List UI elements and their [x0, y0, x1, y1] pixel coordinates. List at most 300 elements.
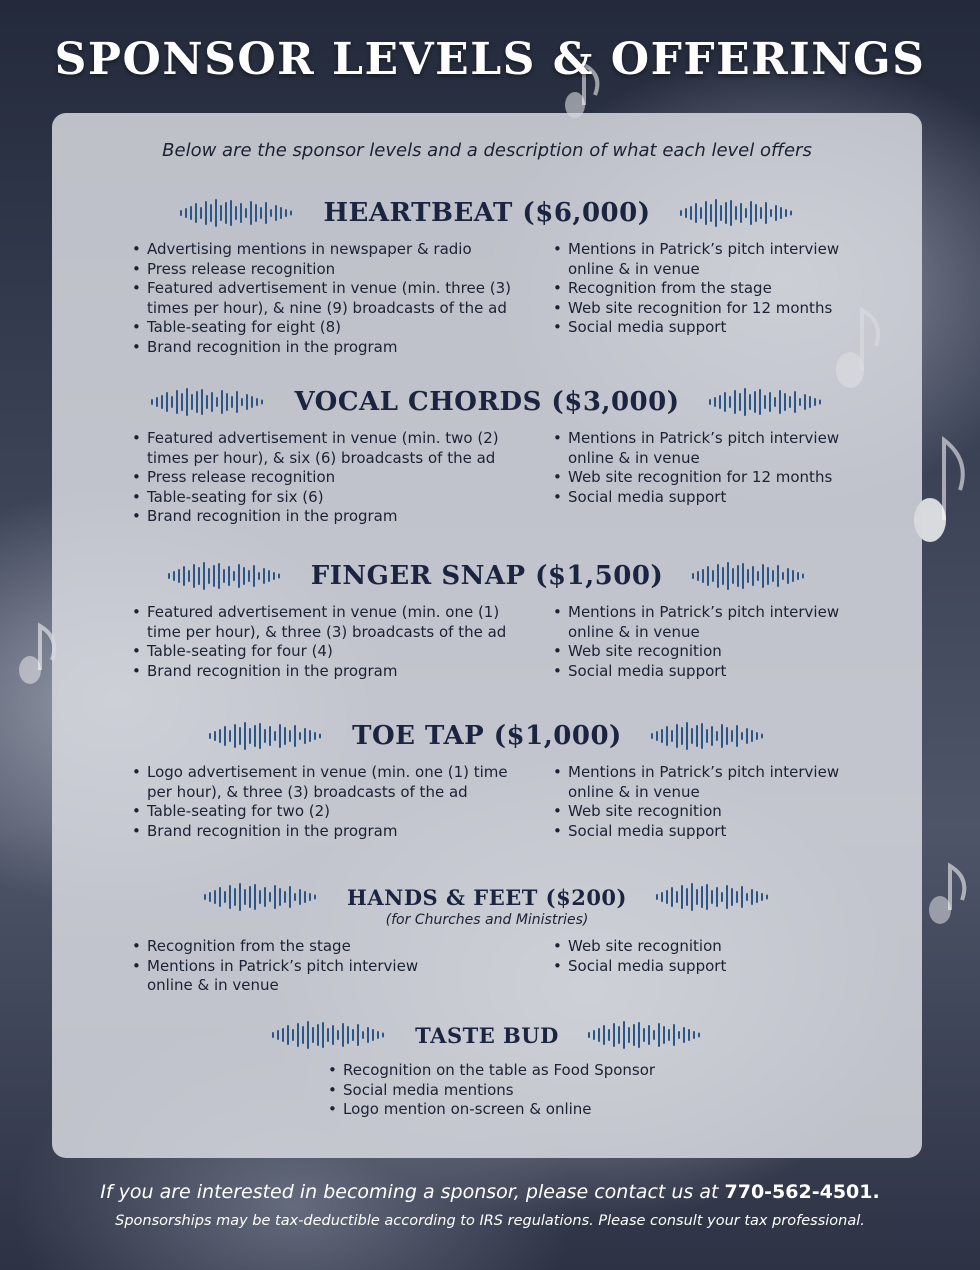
wave-bar: [272, 1032, 274, 1038]
vocal-chords-benefits-left: [132, 429, 512, 527]
wave-bar: [214, 731, 216, 741]
wave-bar: [210, 204, 212, 222]
wave-bar: [264, 887, 266, 907]
wave-bar: [292, 1029, 294, 1041]
wave-bar: [220, 205, 222, 221]
level-title-heartbeat: HEARTBEAT ($6,000): [323, 198, 651, 228]
list-item: • Featured advertisement in venue (min. three (3) times per hour), & nine (9) broadcasts of the ad: [132, 279, 512, 318]
wave-bar: [715, 199, 717, 227]
wave-bar: [613, 1023, 615, 1047]
wave-bar: [279, 724, 281, 748]
wave-bar: [219, 729, 221, 743]
wave-bar: [332, 1025, 334, 1045]
wave-bar: [250, 201, 252, 225]
wave-bar: [751, 889, 753, 905]
wave-bar: [204, 894, 206, 900]
wave-bar: [357, 1024, 359, 1046]
list-item: • Mentions in Patrick’s pitch interview online & in venue: [132, 957, 432, 996]
list-item: • Featured advertisement in venue (min. two (2) times per hour), & six (6) broadcasts of the ad: [132, 429, 512, 468]
wave-bar: [224, 891, 226, 903]
wave-bar: [259, 890, 261, 904]
wave-bar: [238, 564, 240, 588]
wave-bar: [676, 891, 678, 903]
level-title-hands-and-feet: HANDS & FEET ($200): [347, 884, 627, 910]
wave-bar: [780, 207, 782, 219]
wave-bar: [765, 202, 767, 224]
wave-bar: [260, 207, 262, 219]
wave-bar: [193, 564, 195, 588]
wave-bar: [698, 1033, 700, 1038]
wave-bar: [710, 204, 712, 222]
wave-bar: [666, 726, 668, 746]
wave-bar: [759, 389, 761, 415]
wave-bar: [774, 397, 776, 407]
wave-bar: [178, 569, 180, 583]
wave-bar: [756, 732, 758, 740]
wave-bar: [294, 725, 296, 747]
wave-bar: [248, 570, 250, 582]
wave-bar: [804, 394, 806, 410]
wave-bar: [690, 206, 692, 220]
wave-bar: [256, 398, 258, 406]
wave-bar: [757, 571, 759, 581]
wave-bar: [269, 892, 271, 902]
wave-bar: [208, 568, 210, 584]
level-title-vocal-chords: VOCAL CHORDS ($3,000): [294, 387, 680, 417]
wave-bar: [739, 393, 741, 411]
wave-bar: [216, 397, 218, 407]
wave-bar: [282, 1028, 284, 1042]
wave-bar: [234, 724, 236, 748]
wave-bar: [785, 209, 787, 217]
wave-bar: [198, 567, 200, 585]
contact-phone: 770-562-4501.: [724, 1181, 880, 1203]
wave-bar: [668, 1029, 670, 1041]
sponsor-levels-panel: [52, 113, 922, 1158]
wave-bar: [183, 566, 185, 586]
wave-bar: [278, 574, 280, 579]
wave-bar: [228, 566, 230, 586]
wave-bar: [261, 400, 263, 405]
wave-bar: [258, 572, 260, 580]
wave-bar: [695, 203, 697, 223]
wave-bar: [772, 570, 774, 582]
wave-bar: [156, 397, 158, 407]
wave-bar: [681, 727, 683, 745]
wave-bar: [716, 731, 718, 741]
wave-bar: [789, 396, 791, 408]
wave-bar: [658, 1023, 660, 1047]
wave-bar: [755, 204, 757, 222]
wave-bar: [206, 395, 208, 409]
sound-wave-icon: [653, 882, 773, 912]
wave-bar: [701, 723, 703, 749]
wave-bar: [297, 1023, 299, 1047]
wave-bar: [691, 883, 693, 911]
wave-bar: [794, 391, 796, 413]
wave-bar: [185, 208, 187, 218]
wave-bar: [722, 567, 724, 585]
wave-bar: [714, 397, 716, 407]
wave-bar: [746, 728, 748, 744]
list-item: • Mentions in Patrick’s pitch interview online & in venue: [553, 240, 853, 279]
list-item: • Web site recognition for 12 months: [553, 299, 853, 319]
wave-bar: [304, 891, 306, 903]
wave-bar: [191, 394, 193, 410]
contact-line: [0, 1181, 980, 1203]
wave-bar: [686, 888, 688, 906]
wave-bar: [209, 892, 211, 902]
wave-bar: [244, 722, 246, 750]
wave-bar: [196, 391, 198, 413]
wave-bar: [290, 211, 292, 216]
wave-bar: [201, 389, 203, 415]
wave-bar: [685, 208, 687, 218]
wave-bar: [735, 206, 737, 220]
wave-bar: [195, 203, 197, 223]
wave-bar: [696, 725, 698, 747]
wave-bar: [224, 726, 226, 746]
wave-bar: [736, 891, 738, 903]
wave-bar: [309, 893, 311, 901]
wave-bar: [235, 206, 237, 220]
wave-bar: [245, 208, 247, 218]
list-item: • Brand recognition in the program: [132, 507, 512, 527]
wave-bar: [745, 208, 747, 218]
wave-bar: [711, 726, 713, 746]
wave-bar: [749, 394, 751, 410]
wave-bar: [760, 207, 762, 219]
wave-bar: [797, 572, 799, 580]
list-item: • Brand recognition in the program: [132, 822, 512, 842]
wave-bar: [299, 889, 301, 905]
wave-bar: [651, 733, 653, 739]
wave-bar: [693, 1031, 695, 1039]
wave-bar: [241, 398, 243, 406]
wave-bar: [236, 391, 238, 413]
wave-bar: [730, 200, 732, 226]
wave-bar: [337, 1030, 339, 1040]
list-item: • Brand recognition in the program: [132, 662, 512, 682]
wave-bar: [166, 392, 168, 412]
wave-bar: [764, 395, 766, 409]
wave-bar: [229, 730, 231, 742]
wave-bar: [747, 569, 749, 583]
wave-bar: [766, 895, 768, 900]
list-item: • Web site recognition: [553, 937, 853, 957]
wave-bar: [377, 1031, 379, 1039]
wave-bar: [289, 886, 291, 908]
wave-bar: [653, 1030, 655, 1040]
wave-bar: [638, 1022, 640, 1048]
wave-bar: [721, 724, 723, 748]
wave-bar: [215, 199, 217, 227]
wave-bar: [240, 203, 242, 223]
wave-bar: [676, 724, 678, 748]
wave-bar: [226, 393, 228, 411]
wave-bar: [707, 566, 709, 586]
wave-bar: [218, 563, 220, 589]
wave-bar: [372, 1029, 374, 1041]
wave-bar: [717, 564, 719, 588]
wave-bar: [223, 569, 225, 583]
wave-bar: [593, 1030, 595, 1040]
list-item: • Table-seating for six (6): [132, 488, 512, 508]
wave-bar: [229, 885, 231, 909]
list-item: • Featured advertisement in venue (min. one (1) time per hour), & three (3) broadcasts of the ad: [132, 603, 512, 642]
list-item: • Recognition on the table as Food Sponsor: [328, 1061, 708, 1081]
hands-and-feet-benefits-right: [553, 937, 853, 976]
wave-bar: [741, 886, 743, 908]
wave-bar: [782, 572, 784, 580]
wave-bar: [314, 895, 316, 900]
list-item: • Social media support: [553, 662, 853, 682]
wave-bar: [671, 730, 673, 742]
wave-bar: [656, 894, 658, 900]
wave-bar: [304, 728, 306, 744]
wave-bar: [319, 734, 321, 739]
wave-bar: [716, 887, 718, 907]
wave-bar: [598, 1028, 600, 1042]
wave-bar: [274, 885, 276, 909]
wave-bar: [342, 1023, 344, 1047]
wave-bar: [190, 206, 192, 220]
list-item: • Mentions in Patrick’s pitch interview online & in venue: [553, 603, 853, 642]
level-heading-finger-snap: [52, 560, 922, 592]
wave-bar: [268, 570, 270, 582]
finger-snap-benefits-right: [553, 603, 853, 681]
level-heading-vocal-chords: [52, 386, 922, 418]
level-title-taste-bud: TASTE BUD: [415, 1022, 559, 1048]
wave-bar: [802, 574, 804, 579]
wave-bar: [181, 393, 183, 411]
level-title-finger-snap: FINGER SNAP ($1,500): [310, 561, 664, 591]
wave-bar: [259, 723, 261, 749]
wave-bar: [732, 568, 734, 584]
toe-tap-benefits-left: [132, 763, 512, 841]
wave-bar: [171, 396, 173, 408]
wave-bar: [809, 396, 811, 408]
wave-bar: [692, 573, 694, 579]
wave-bar: [648, 1025, 650, 1045]
wave-bar: [700, 207, 702, 219]
hands-and-feet-benefits-left: [132, 937, 432, 996]
wave-bar: [205, 201, 207, 225]
list-item: • Table-seating for eight (8): [132, 318, 512, 338]
wave-bar: [762, 564, 764, 588]
wave-bar: [249, 728, 251, 744]
list-item: • Mentions in Patrick’s pitch interview online & in venue: [553, 429, 853, 468]
music-note-icon: [929, 866, 964, 924]
list-item: • Mentions in Patrick’s pitch interview online & in venue: [553, 763, 853, 802]
wave-bar: [352, 1029, 354, 1041]
wave-bar: [681, 885, 683, 909]
wave-bar: [180, 210, 182, 216]
sound-wave-icon: [201, 882, 321, 912]
wave-bar: [731, 730, 733, 742]
wave-bar: [729, 396, 731, 408]
wave-bar: [680, 210, 682, 216]
wave-bar: [784, 393, 786, 411]
list-item: • Brand recognition in the program: [132, 338, 512, 358]
wave-bar: [696, 889, 698, 905]
wave-bar: [277, 1030, 279, 1040]
list-item: • Table-seating for four (4): [132, 642, 512, 662]
wave-bar: [588, 1032, 590, 1038]
wave-bar: [751, 730, 753, 742]
wave-bar: [203, 562, 205, 590]
wave-bar: [151, 399, 153, 405]
wave-bar: [663, 1026, 665, 1044]
wave-bar: [264, 729, 266, 743]
wave-bar: [280, 207, 282, 219]
list-item: • Press release recognition: [132, 468, 512, 488]
sound-wave-icon: [177, 198, 297, 228]
sound-wave-icon: [706, 387, 826, 417]
list-item: • Web site recognition for 12 months: [553, 468, 853, 488]
wave-bar: [269, 726, 271, 746]
wave-bar: [727, 562, 729, 590]
wave-bar: [382, 1033, 384, 1038]
wave-bar: [284, 891, 286, 903]
wave-bar: [209, 733, 211, 739]
wave-bar: [769, 392, 771, 412]
level-heading-taste-bud: [52, 1019, 922, 1051]
wave-bar: [819, 400, 821, 405]
wave-bar: [221, 390, 223, 414]
wave-bar: [302, 1026, 304, 1044]
wave-bar: [186, 388, 188, 416]
list-item: • Social media mentions: [328, 1081, 708, 1101]
list-item: • Web site recognition: [553, 802, 853, 822]
wave-bar: [299, 732, 301, 740]
wave-bar: [740, 203, 742, 223]
sound-wave-icon: [689, 561, 809, 591]
wave-bar: [314, 732, 316, 740]
wave-bar: [686, 722, 688, 750]
wave-bar: [244, 889, 246, 905]
wave-bar: [746, 893, 748, 901]
level-subtitle-hands-and-feet: (for Churches and Ministries): [385, 912, 589, 928]
list-item: • Press release recognition: [132, 260, 512, 280]
wave-bar: [312, 1027, 314, 1043]
wave-bar: [799, 398, 801, 406]
wave-bar: [756, 891, 758, 903]
wave-bar: [254, 725, 256, 747]
wave-bar: [701, 886, 703, 908]
wave-bar: [688, 1029, 690, 1041]
wave-bar: [726, 727, 728, 745]
tax-note: Sponsorships may be tax-deductible according to IRS regulations. Please consult your tax professional.: [115, 1213, 865, 1229]
wave-bar: [754, 391, 756, 413]
wave-bar: [633, 1024, 635, 1046]
heartbeat-benefits-left: [132, 240, 512, 357]
wave-bar: [750, 201, 752, 225]
wave-bar: [767, 567, 769, 585]
wave-bar: [246, 394, 248, 410]
wave-bar: [777, 565, 779, 587]
wave-bar: [225, 202, 227, 224]
wave-bar: [702, 569, 704, 583]
wave-bar: [168, 573, 170, 579]
sound-wave-icon: [165, 561, 285, 591]
contact-text: If you are interested in becoming a sponsor, please contact us at: [100, 1181, 719, 1203]
wave-bar: [792, 570, 794, 582]
wave-bar: [219, 887, 221, 907]
wave-bar: [173, 571, 175, 581]
wave-bar: [231, 396, 233, 408]
list-item: • Logo advertisement in venue (min. one (1) time per hour), & three (3) broadcasts of the ad: [132, 763, 512, 802]
wave-bar: [274, 731, 276, 741]
vocal-chords-benefits-right: [553, 429, 853, 507]
wave-bar: [724, 392, 726, 412]
wave-bar: [284, 727, 286, 745]
list-item: • Logo mention on-screen & online: [328, 1100, 708, 1120]
wave-bar: [603, 1025, 605, 1045]
level-heading-toe-tap: [52, 720, 922, 752]
wave-bar: [309, 730, 311, 742]
wave-bar: [307, 1021, 309, 1049]
wave-bar: [666, 890, 668, 904]
list-item: • Recognition from the stage: [132, 937, 432, 957]
sound-wave-icon: [677, 198, 797, 228]
wave-bar: [263, 568, 265, 584]
wave-bar: [239, 883, 241, 911]
wave-bar: [279, 888, 281, 906]
wave-bar: [347, 1026, 349, 1044]
wave-bar: [741, 732, 743, 740]
wave-bar: [233, 571, 235, 581]
wave-bar: [200, 207, 202, 219]
wave-bar: [719, 395, 721, 409]
wave-bar: [744, 388, 746, 416]
wave-bar: [761, 893, 763, 901]
wave-bar: [712, 570, 714, 582]
wave-bar: [618, 1026, 620, 1044]
wave-bar: [211, 392, 213, 412]
wave-bar: [608, 1029, 610, 1041]
wave-bar: [683, 1027, 685, 1043]
wave-bar: [253, 565, 255, 587]
wave-bar: [742, 563, 744, 589]
wave-bar: [289, 730, 291, 742]
wave-bar: [234, 888, 236, 906]
wave-bar: [327, 1028, 329, 1042]
wave-bar: [643, 1028, 645, 1042]
list-item: • Social media support: [553, 318, 853, 338]
wave-bar: [720, 205, 722, 221]
wave-bar: [737, 565, 739, 587]
wave-bar: [736, 725, 738, 747]
toe-tap-benefits-right: [553, 763, 853, 841]
wave-bar: [251, 396, 253, 408]
wave-bar: [691, 728, 693, 744]
list-item: • Recognition from the stage: [553, 279, 853, 299]
wave-bar: [362, 1031, 364, 1039]
list-item: • Social media support: [553, 822, 853, 842]
wave-bar: [779, 390, 781, 414]
sound-wave-icon: [585, 1020, 705, 1050]
music-note-icon: [19, 626, 54, 684]
sound-wave-icon: [206, 721, 326, 751]
wave-bar: [287, 1025, 289, 1045]
wave-bar: [814, 398, 816, 406]
wave-bar: [697, 571, 699, 581]
level-heading-hands-and-feet: [52, 881, 922, 913]
sound-wave-icon: [269, 1020, 389, 1050]
heartbeat-benefits-right: [553, 240, 853, 338]
wave-bar: [790, 211, 792, 216]
